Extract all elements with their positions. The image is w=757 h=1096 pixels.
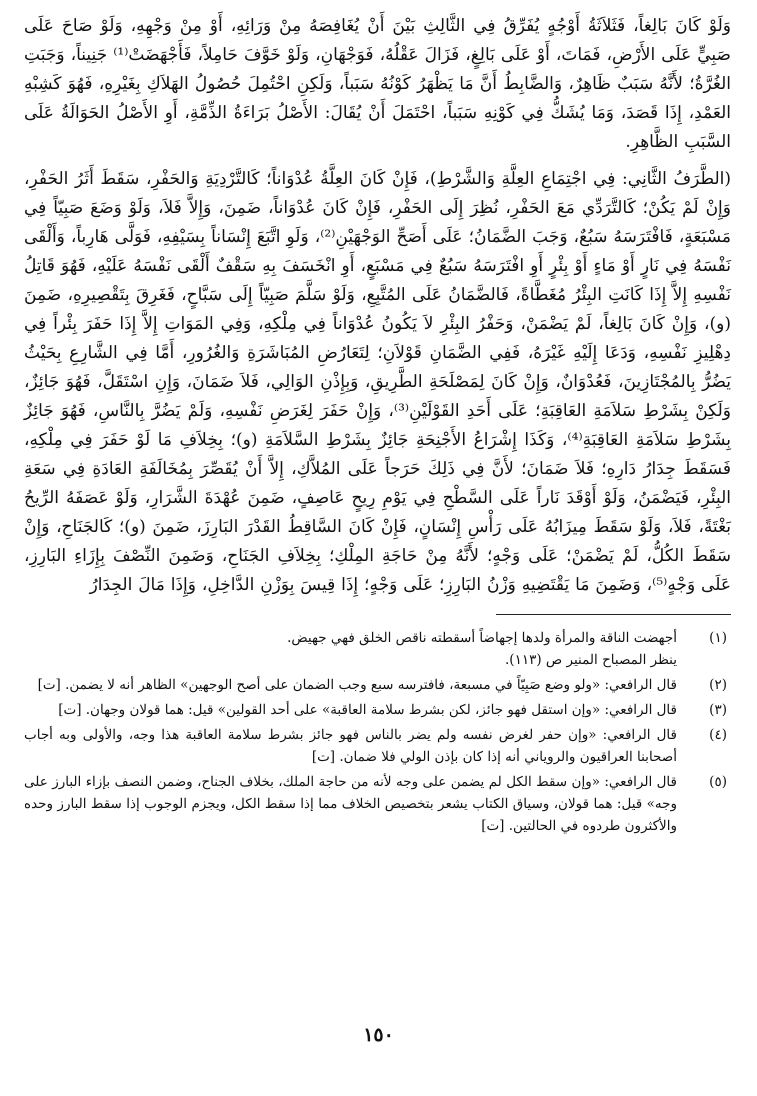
footnote-separator [496, 614, 731, 615]
footnote-line: قال الرافعي: «وإن حفر لغرض نفسه ولم يضر بالناس فهو جائز بشرط سلامة العاقبة هذا وجه، والأولى وبه أجاب أصحابنا العراقيون والروياني أنه إذا كان بإذن الولي فلا ضمان. [ت] [24, 727, 677, 765]
footnote-text [24, 699, 677, 721]
footnote-5 [24, 771, 731, 837]
footnote-2 [24, 674, 731, 696]
footnotes [24, 627, 731, 837]
footnote-text [24, 771, 677, 837]
body-paragraph-1: وَلَوْ كَانَ بَالِغاً، فَثَلاَثَةُ أَوْجُهٍ يُفَرِّقُ فِي الثَّالِثِ بَيْنَ أَنْ يُغَافِصَهُ مِنْ وَرَائِهِ، أَوْ مِنْ وَجْهِهِ، وَلَوْ صَاحَ عَلَى صَبِيٍّ عَلَى الأَرْضِ، فَمَاتَ، أَوْ عَلَى بَالِغٍ، فَزَالَ عَقْلُهُ، فَوَجْهَانِ، وَلَوْ خَوَّفَ حَامِلاً، فَأَجْهَضَتْ⁽¹⁾ جَنِيناً، وَجَبَتِ الغُرَّةُ؛ لأَنَّهُ سَبَبٌ ظَاهِرٌ، وَالضَّابِطُ أَنَّ مَا يَظْهَرُ كَوْنُهُ سَبَباً، وَلَكِنِ احْتُمِلَ حُصُولُ الهَلاَكِ بِغَيْرِهِ، فَهُوَ كَشِبْهِ العَمْدِ، إِذَا قَصَدَ، وَمَا يُشَكُّ فِي كَوْنِهِ سَبَباً، احْتَمَلَ أَنْ يُقَالَ: الأَصْلُ بَرَاءَةُ الذِّمَّةِ، أَوِ الأَصْلُ الحَوَالَةُ عَلَى السَّبَبِ الظَّاهِرِ. [24, 16, 731, 152]
footnote-line: قال الرافعي: «وإن سقط الكل لم يضمن على وجه لأنه من حاجة الملك، بخلاف الجناح، وضمن النصف بإزاء البارز على وجه» قيل: هما قولان، وسياق الكتاب يشعر بتخصيص الخلاف مما إذا سقط الكل، ويجزم الوجوب إذا سقط البارز وحده والأكثرون طردوه في الحالتين. [ت] [24, 774, 677, 834]
footnote-line: ينظر المصباح المنير ص (١١٣). [505, 652, 677, 668]
footnote-number: (٢) [709, 677, 727, 693]
footnote-4 [24, 724, 731, 768]
footnote-line: قال الرافعي: «وإن استقل فهو جائز، لكن بشرط سلامة العاقبة» على أحد القولين» قيل: هما قولان وجهان. [ت] [58, 702, 677, 718]
footnote-text [24, 724, 677, 768]
footnote-number: (٥) [709, 774, 727, 790]
body-paragraph-2: (الطَّرَفُ الثَّانِي: فِي اجْتِمَاعِ العِلَّةِ وَالشَّرْطِ)، فَإِنْ كَانَ العِلَّةُ عُدْوَاناً؛ كَالتَّرْدِيَةِ وَالحَفْرِ، سَقَطَ أَثَرُ الحَفْرِ، وَإِنْ لَمْ يَكُنْ؛ كَالتَّرَدِّي مَعَ الحَفْرِ، نُظِرَ إِلَى الحَفْرِ، فَإِنْ كَانَ عُدْوَاناً، ضَمِنَ، وَإِلاَّ فَلاَ، وَلَوْ وَضَعَ صَبِيّاً فِي مَسْبَعَةٍ، فَافْتَرَسَهُ سَبُعٌ، وَجَبَ الضَّمَانُ؛ عَلَى أَصَحِّ الوَجْهَيْنِ⁽²⁾، وَلَوِ اتَّبَعَ إِنْسَاناً بِسَيْفِهِ، فَوَلَّى هَارِباً، وَأَلْقَى نَفْسَهُ فِي نَارٍ أَوْ مَاءٍ أَوْ بِئْرٍ أَوِ افْتَرَسَهُ سَبُعٌ فِي مَسْبَعٍ، أَوِ انْخَسَفَ بِهِ سَقْفٌ أَلْقَى نَفْسَهُ عَلَيْهِ، فَهُوَ قَاتِلُ نَفْسِهِ إِلاَّ إِذَا كَانَتِ البِئْرُ مُغَطَّاةً، فَالضَّمَانُ عَلَى المُتَّبِعِ، وَلَوْ سَلَّمَ صَبِيّاً إِلَى سَبَّاحٍ، فَغَرِقَ بِتَقْصِيرِهِ، ضَمِنَ (و)، وَإِنْ كَانَ بَالِغاً، لَمْ يَضْمَنْ، وَحَفْرُ البِئْرِ لاَ يَكُونُ عُدْوَاناً فِي مِلْكِهِ، وَفِي المَوَاتِ إِلاَّ إِذَا حَفَرَ بِئْراً فِي دِهْلِيزِ نَفْسِهِ، وَدَعَا إِلَيْهِ غَيْرَهُ، فَفِي الضَّمَانِ قَوْلاَنِ؛ لِتَعَارُضِ المُبَاشَرَةِ وَالغُرُورِ، أَمَّا فِي الشَّارِعِ بِحَيْثُ يَضُرُّ بِالمُجْتَازِينَ، فَعُدْوَانٌ، وَإِنْ كَانَ لِمَصْلَحَةِ الطَّرِيقِ، وَبِإِذْنِ الوَالِي، فَلاَ ضَمَانَ، وَإِنِ اسْتَقَلَّ، فَهُوَ جَائِزٌ، وَلَكِنْ بِشَرْطِ سَلاَمَةِ العَاقِبَةِ؛ عَلَى أَحَدِ القَوْلَيْنِ⁽³⁾، وَإِنْ حَفَرَ لِغَرَضِ نَفْسِهِ، وَلَمْ يَضُرَّ بِالنَّاسِ، فَهُوَ جَائِزٌ بِشَرْطِ سَلاَمَةِ العَاقِبَةِ⁽⁴⁾، وَكَذَا إِشْرَاعُ الأَجْنِحَةِ جَائِزٌ بِشَرْطِ السَّلاَمَةِ (و)؛ بِخِلاَفِ مَا لَوْ حَفَرَ فِي مِلْكِهِ، فَسَقَطَ جِدَارُ دَارِهِ؛ فَلاَ ضَمَانَ؛ لأَنَّ فِي ذَلِكَ حَرَجاً عَلَى المُلاَّكِ، إِلاَّ أَنْ يُقَصِّرَ بِمُخَالَفَةِ العَادَةِ فِي سَعَةِ البِئْرِ، فَيَضْمَنُ، وَلَوْ أَوْقَدَ نَاراً عَلَى السَّطْحِ فِي يَوْمِ رِيحٍ عَاصِفٍ، ضَمِنَ عُهْدَةَ الشَّرَارِ، وَلَوْ عَصَفَهُ الرِّيحُ بَغْتَةً، فَلاَ، وَلَوْ سَقَطَ مِيزَابُهُ عَلَى رَأْسِ إِنْسَانٍ، فَإِنْ كَانَ السَّاقِطُ القَدْرَ البَارِزَ، ضَمِنَ (و)؛ كَالجَنَاحِ، وَإِنْ سَقَطَ الكُلُّ، لَمْ يَضْمَنْ؛ عَلَى وَجْهٍ؛ لأَنَّهُ مِنْ حَاجَةِ المِلْكِ؛ بِخِلاَفِ الجَنَاحِ، وَضَمِنَ النِّصْفَ بِإِزَاءِ البَارِزِ، عَلَى وَجْهٍ⁽⁵⁾، وَضَمِنَ مَا يَقْتَضِيهِ وَزْنُ البَارِزِ؛ عَلَى وَجْهٍ؛ إِذَا قِيسَ بِوَزْنِ الدَّاخِلِ، وَإِذَا مَالَ الجِدَارُ [24, 169, 731, 595]
footnote-number: (٤) [709, 727, 727, 743]
footnote-text [24, 674, 677, 696]
footnote-3 [24, 699, 731, 721]
main-text [24, 12, 731, 600]
footnote-number: (٣) [709, 702, 727, 718]
footnote-text [24, 627, 677, 671]
footnote-line: أجهضت الناقة والمرأة ولدها إجهاضاً أسقطته ناقص الخلق فهي جهيض. [287, 630, 677, 646]
footnote-line: قال الرافعي: «ولو وضع صَبِيّاً في مسبعة، فافترسه سبع وجب الضمان على أصح الوجهين» الظاهر أنه لا يضمن. [ت] [37, 677, 677, 693]
page-number: ١٥٠ [363, 1024, 394, 1046]
footnote-1 [24, 627, 731, 671]
footnote-number: (١) [709, 630, 727, 646]
